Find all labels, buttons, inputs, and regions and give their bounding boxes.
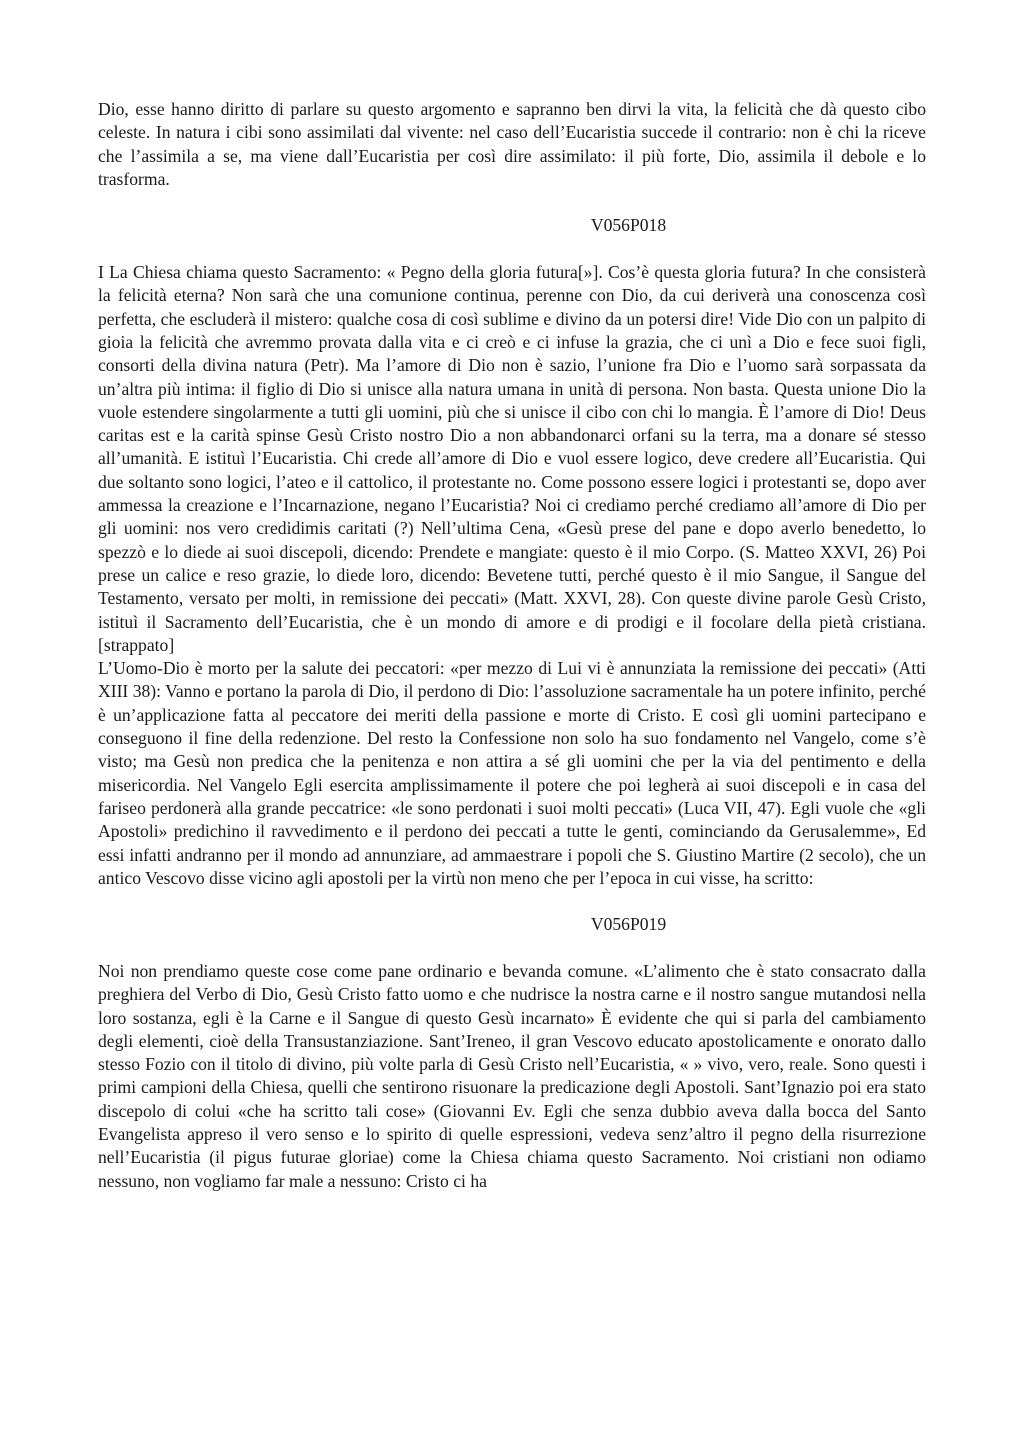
- document-page: [98, 98, 926, 1193]
- page-marker-v056p019: V056P019: [590, 914, 667, 935]
- paragraph-3: L’Uomo-Dio è morto per la salute dei peccatori: «per mezzo di Lui vi è annunziata la remissione dei peccati» (Atti XIII 38): Vanno e portano la parola di Dio, il perdono di Dio: l’assoluzione sacramentale ha un potere infinito, perché è un’applicazione fatta al peccatore dei meriti della passione e morte di Cristo. E così gli uomini partecipano e conseguono il fine della redenzione. Del resto la Confessione non solo ha suo fondamento nel Vangelo, come s’è visto; ma Gesù non predica che la penitenza e non attira a sé gli uomini che per la via del pentimento e della misericordia. Nel Vangelo Egli esercita amplissimamente il potere che poi legherà ai suoi discepoli e in casa del fariseo perdonerà alla grande peccatrice: «le sono perdonati i suoi molti peccati» (Luca VII, 47). Egli vuole che «gli Apostoli» predichino il ravvedimento e il perdono dei peccati a tutte le genti, cominciando da Gerusalemme», Ed essi infatti andranno per il mondo ad annunziare, ad ammaestrare i popoli che S. Giustino Martire (2 secolo), che un antico Vescovo disse vicino agli apostoli per la virtù non meno che per l’epoca in cui visse, ha scritto:: [98, 658, 926, 888]
- paragraph-4: Noi non prendiamo queste cose come pane ordinario e bevanda comune. «L’alimento che è stato consacrato dalla preghiera del Verbo di Dio, Gesù Cristo fatto uomo e che nudrisce la nostra carne e il nostro sangue mutandosi nella loro sostanza, egli è la Carne e il Sangue di questo Gesù incarnato» È evidente che qui si parla del cambiamento degli elementi, cioè della Transustanziazione. Sant’Ireneo, il gran Vescovo educato apostolicamente e onorato dallo stesso Fozio con il titolo di divino, più volte parla di Gesù Cristo nell’Eucaristia, « » vivo, vero, reale. Sono questi i primi campioni della Chiesa, quelli che sentirono risuonare la predicazione degli Apostoli. Sant’Ignazio poi era stato discepolo di colui «che ha scritto tali cose» (Giovanni Ev. Egli che senza dubbio aveva dalla bocca del Santo Evangelista appreso il vero senso e lo spirito di quelle espressioni, vedeva senz’altro il pegno della risurrezione nell’Eucaristia (il pigus futurae gloriae) come la Chiesa chiama questo Sacramento. Noi cristiani non odiamo nessuno, non vogliamo far male a nessuno: Cristo ci ha: [98, 960, 926, 1191]
- paragraph-1: Dio, esse hanno diritto di parlare su questo argomento e sapranno ben dirvi la vita, la felicità che dà questo cibo celeste. In natura i cibi sono assimilati dal vivente: nel caso dell’Eucaristia succede il contrario: non è chi la riceve che l’assimila a se, ma viene dall’Eucaristia per così dire assimilato: il più forte, Dio, assimila il debole e lo trasforma.: [98, 99, 926, 189]
- page-marker-v056p018: V056P018: [590, 215, 667, 236]
- paragraph-2: I La Chiesa chiama questo Sacramento: « Pegno della gloria futura[»]. Cos’è questa gloria futura? In che consisterà la felicità eterna? Non sarà che una comunione continua, perenne con Dio, da cui deriverà una conoscenza così perfetta, che escluderà il mistero: qualche cosa di così sublime e divino da un potersi dire! Vide Dio con un palpito di gioia la felicità che avremmo provata dalla vita e ci creò e ci infuse la grazia, che ci unì a Dio e fece suoi figli, consorti della divina natura (Petr). Ma l’amore di Dio non è sazio, l’unione fra Dio e l’uomo sarà sorpassata da un’altra più intima: il figlio di Dio si unisce alla natura umana in unità di persona. Non basta. Questa unione Dio la vuole estendere singolarmente a tutti gli uomini, più che si unisce il cibo con chi lo mangia. È l’amore di Dio! Deus caritas est e la carità spinse Gesù Cristo nostro Dio a non abbandonarci orfani su la terra, ma a donare sé stesso all’umanità. E istituì l’Eucaristia. Chi crede all’amore di Dio e vuol essere logico, deve credere all’Eucaristia. Qui due soltanto sono logici, l’ateo e il cattolico, il protestante no. Come possono essere logici i protestanti se, dopo aver ammessa la creazione e l’Incarnazione, negano l’Eucaristia? Noi ci crediamo perché crediamo all’amore di Dio per gli uomini: nos vero credidimis caritati (?) Nell’ultima Cena, «Gesù prese del pane e dopo averlo benedetto, lo spezzò e lo diede ai suoi discepoli, dicendo: Prendete e mangiate: questo è il mio Corpo. (S. Matteo XXVI, 26) Poi prese un calice e reso grazie, lo diede loro, dicendo: Bevetene tutti, perché questo è il mio Sangue, il Sangue del Testamento, versato per molti, in remissione dei peccati» (Matt. XXVI, 28). Con queste divine parole Gesù Cristo, istituì il Sacramento dell’Eucaristia, che è un mondo di amore e di prodigi e il focolare della pietà cristiana. [strappato]: [98, 262, 926, 655]
